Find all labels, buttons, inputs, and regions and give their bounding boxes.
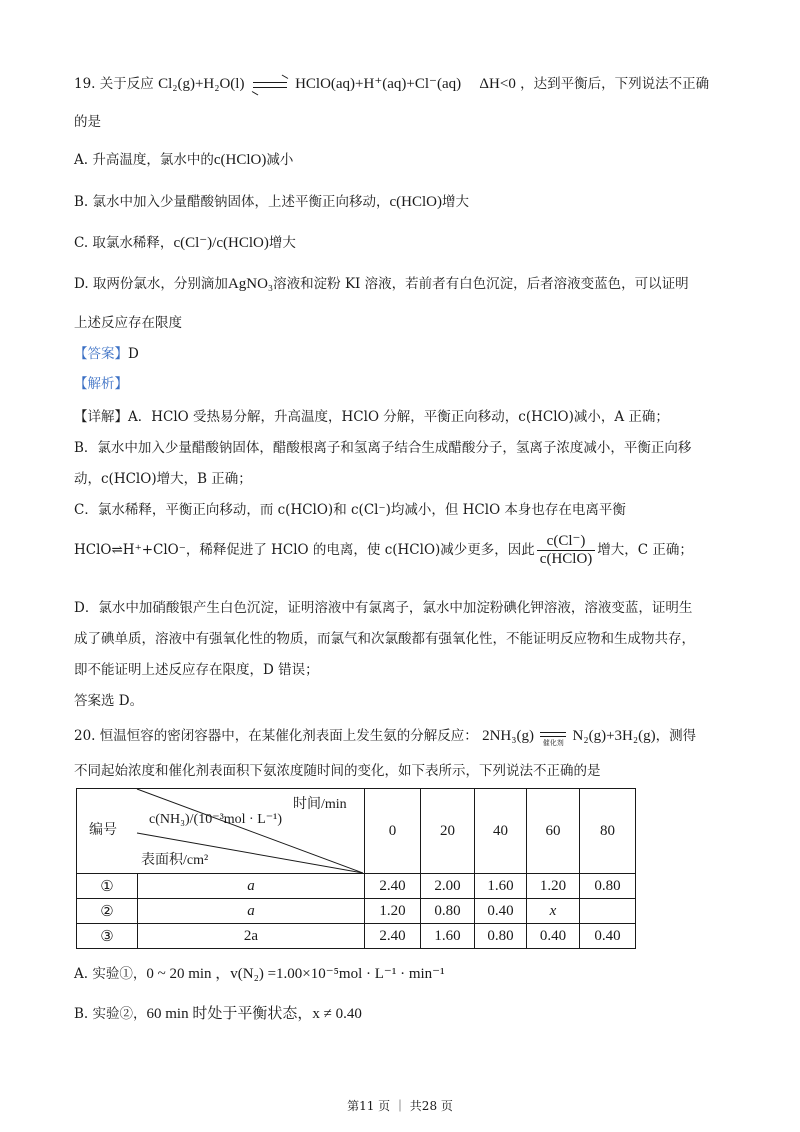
q19-option-b-text: B. 氯水中加入少量醋酸钠固体，上述平衡正向移动， xyxy=(74,194,390,210)
q20-stem-suffix: ，测得 xyxy=(655,728,697,744)
q19-option-b-tail: 增大 xyxy=(442,194,470,210)
ammonia-data-table xyxy=(76,788,636,949)
q19-option-c-tail: 增大 xyxy=(268,235,296,251)
table-cell xyxy=(580,899,636,924)
catalyst-arrow-icon xyxy=(538,726,568,748)
table-row xyxy=(77,924,636,949)
q19-option-a xyxy=(74,148,293,169)
answer-value: D xyxy=(128,346,139,362)
time-header: 80 xyxy=(580,789,636,874)
row-area: 2a xyxy=(138,924,365,949)
q19-stem xyxy=(74,72,709,93)
table-row xyxy=(77,874,636,899)
detail-d-line3: 即不能证明上述反应存在限度，D 错误； xyxy=(74,662,319,678)
q19-option-d xyxy=(74,272,689,293)
q19-stem-suffix: ，达到平衡后，下列说法不正确 xyxy=(520,76,710,92)
table-cell: 2.00 xyxy=(421,874,475,899)
q19-option-d-tail: 溶液和淀粉 KI 溶液，若前者有白色沉淀，后者溶液变蓝色，可以证明 xyxy=(273,276,689,292)
table-cell: 0.80 xyxy=(421,899,475,924)
equilibrium-arrow-icon xyxy=(251,79,289,91)
header-conc-label: c(NH₃)/(10⁻³mol · L⁻¹) xyxy=(149,812,283,827)
analysis-tag-label: 【解析】 xyxy=(74,376,128,392)
q20-reactant: 2NH₃(g) xyxy=(482,728,534,744)
q20-option-b xyxy=(74,1002,362,1023)
detail-d-line2: 成了碘单质，溶液中有强氧化性的物质，而氯气和次氯酸都有强氧化性，不能证明反应物和生成物共存， xyxy=(74,631,695,647)
conclusion: 答案选 D。 xyxy=(74,693,144,709)
fraction-numerator: c(Cl⁻) xyxy=(537,533,596,551)
page-footer: 第11 页 ｜ 共28 页 xyxy=(347,1099,453,1113)
q19-option-c-math: c(Cl⁻)/c(HClO) xyxy=(173,235,269,251)
time-header: 40 xyxy=(475,789,527,874)
q19-option-a-text: A. 升高温度，氯水中的 xyxy=(74,152,214,168)
table-cell: 0.80 xyxy=(475,924,527,949)
table-cell: 0.40 xyxy=(580,924,636,949)
table-cell: 2.40 xyxy=(365,874,421,899)
row-id: ① xyxy=(77,874,138,899)
q19-option-d-line2: 上述反应存在限度 xyxy=(74,315,182,331)
q20-products: N₂(g)+3H₂(g) xyxy=(572,728,656,744)
table-cell: 1.20 xyxy=(527,874,580,899)
q19-option-a-math: c(HClO) xyxy=(213,152,267,168)
q20-stem-prefix: 20. 恒温恒容的密闭容器中，在某催化剂表面上发生氨的分解反应： xyxy=(74,728,478,744)
q19-option-d-math: AgNO₃ xyxy=(227,276,274,292)
detail-c-tail: 增大，C 正确； xyxy=(597,542,693,558)
detail-d-line1: D．氯水中加硝酸银产生白色沉淀，证明溶液中有氯离子，氯水中加淀粉碘化钾溶液，溶液变蓝，证明生 xyxy=(74,600,693,616)
q19-stem-line2: 的是 xyxy=(74,114,101,130)
row-area: a xyxy=(138,874,365,899)
table-cell: x xyxy=(527,899,580,924)
answer-tag: 【答案】 xyxy=(74,346,128,362)
row-id: ② xyxy=(77,899,138,924)
table-cell: 0.40 xyxy=(527,924,580,949)
detail-tag: 【详解】 xyxy=(74,409,128,425)
q19-option-b xyxy=(74,190,469,211)
detail-a-text: A．HClO 受热易分解，升高温度，HClO 分解，平衡正向移动，c(HClO)减小，A 正确； xyxy=(128,409,669,425)
header-time-label: 时间/min xyxy=(293,797,347,812)
q19-reactants: Cl₂(g)+H₂O(l) xyxy=(158,76,245,92)
q19-option-a-tail: 减小 xyxy=(266,152,294,168)
q19-option-c-text: C. 取氯水稀释， xyxy=(74,235,174,251)
time-header: 0 xyxy=(365,789,421,874)
q20-stem-line2: 不同起始浓度和催化剂表面积下氨浓度随时间的变化，如下表所示，下列说法不正确的是 xyxy=(74,763,601,779)
detail-b-line2: 动，c(HClO)增大，B 正确； xyxy=(74,471,252,487)
detail-c-line2 xyxy=(74,533,693,568)
q19-option-d-text: D. 取两份氯水，分别滴加 xyxy=(74,276,228,292)
q19-answer xyxy=(74,342,139,362)
table-cell: 1.60 xyxy=(421,924,475,949)
detail-a xyxy=(74,405,669,425)
q19-enthalpy: ΔH<0 xyxy=(479,76,516,92)
catalyst-label: 催化剂 xyxy=(542,738,564,747)
q20-option-a xyxy=(74,962,445,983)
q19-option-c xyxy=(74,231,296,252)
detail-b-line1: B．氯水中加入少量醋酸钠固体，醋酸根离子和氢离子结合生成醋酸分子，氢离子浓度减小，平衡正向移 xyxy=(74,440,692,456)
diagonal-header-cell xyxy=(77,789,365,874)
q19-products: HClO(aq)+H⁺(aq)+Cl⁻(aq) xyxy=(295,76,462,92)
row-id: ③ xyxy=(77,924,138,949)
detail-c-text: HClO⇌H⁺+ClO⁻，稀释促进了 HClO 的电离，使 c(HClO)减少更多，因此 xyxy=(74,542,535,558)
row-area: a xyxy=(138,899,365,924)
header-area-label: 表面积/cm² xyxy=(141,853,209,868)
q20-stem xyxy=(74,724,696,748)
table-cell: 1.60 xyxy=(475,874,527,899)
q20-option-a-math: 0 ~ 20 min ，v(N₂) =1.00×10⁻⁵mol · L⁻¹ · min⁻¹ xyxy=(146,966,445,982)
fraction-denominator: c(HClO) xyxy=(539,551,593,567)
table-cell: 1.20 xyxy=(365,899,421,924)
table-cell: 2.40 xyxy=(365,924,421,949)
q20-option-b-math: 60 min 时处于平衡状态，x ≠ 0.40 xyxy=(146,1006,362,1022)
analysis-tag xyxy=(74,372,128,392)
q19-stem-prefix: 19. 关于反应 xyxy=(74,76,154,92)
table-row xyxy=(77,899,636,924)
q19-option-b-math: c(HClO) xyxy=(389,194,443,210)
q20-option-a-text: A. 实验①， xyxy=(74,966,147,982)
table-cell: 0.40 xyxy=(475,899,527,924)
table-header-row xyxy=(77,789,636,874)
detail-c-line1: C．氯水稀释，平衡正向移动，而 c(HClO)和 c(Cl⁻)均减小，但 HClO 本身也存在电离平衡 xyxy=(74,502,626,518)
q20-option-b-text: B. 实验②， xyxy=(74,1006,147,1022)
table-cell: 0.80 xyxy=(580,874,636,899)
time-header: 20 xyxy=(421,789,475,874)
header-id-label: 编号 xyxy=(89,822,117,838)
ratio-fraction xyxy=(537,533,596,568)
time-header: 60 xyxy=(527,789,580,874)
